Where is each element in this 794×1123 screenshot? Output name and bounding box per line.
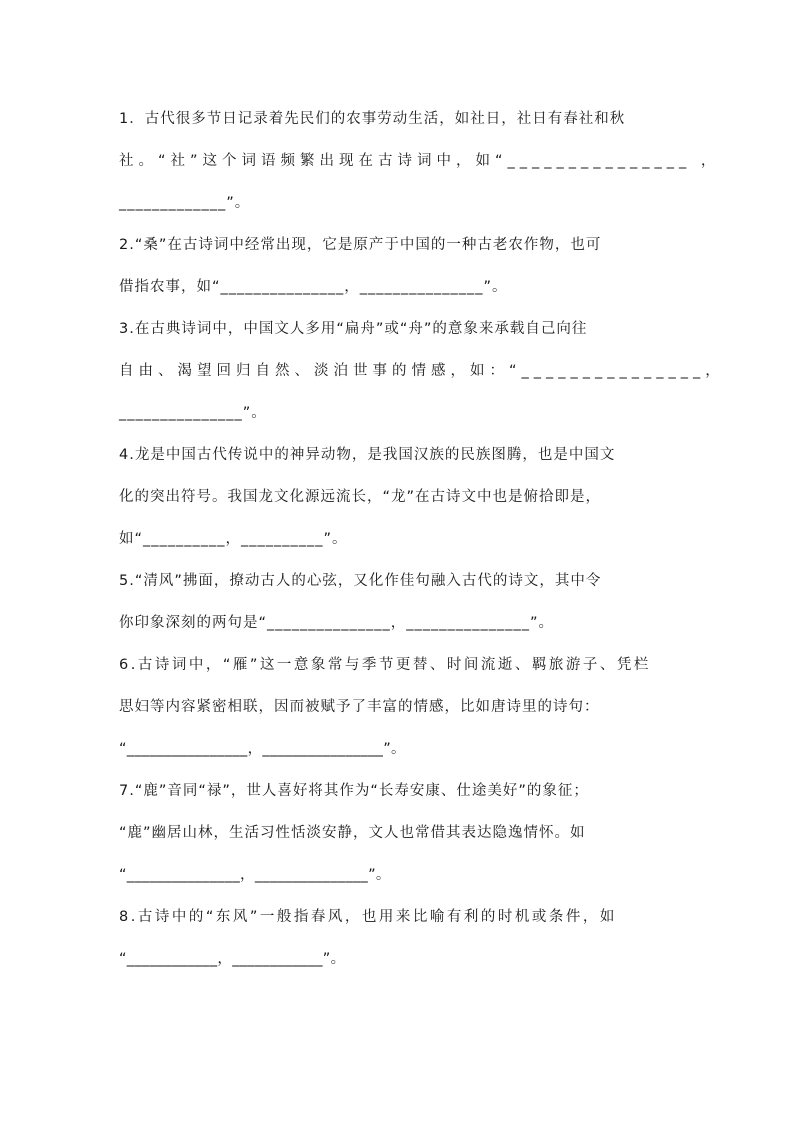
q8-line-1: 8.古诗中的“东风”一般指春风，也用来比喻有利的时机或条件，如 bbox=[119, 909, 617, 925]
q6-line-3: “________________，________________”。 bbox=[119, 741, 406, 757]
q3-line-1: 3.在古典诗词中，中国文人多用“扁舟”或“舟”的意象来承载自己向往 bbox=[119, 321, 588, 337]
q2-line-1: 2.“桑”在古诗词中经常出现，它是原产于中国的一种古老农作物，也可 bbox=[119, 237, 602, 253]
q5-line-2: 你印象深刻的两句是“_______________，_______________”。 bbox=[119, 615, 555, 631]
q8-line-2: “____________，____________”。 bbox=[119, 951, 346, 967]
q6-line-1: 6.古诗词中，“雁”这一意象常与季节更替、时间流逝、羁旅游子、凭栏 bbox=[119, 657, 651, 673]
q7-line-3: “_______________，_______________”。 bbox=[119, 867, 391, 883]
q6-line-2: 思妇等内容紧密相联，因而被赋予了丰富的情感，比如唐诗里的诗句： bbox=[119, 699, 600, 715]
q7-line-2: “鹿”幽居山林，生活习性恬淡安静，文人也常借其表达隐逸情怀。如 bbox=[119, 825, 586, 841]
q1-line-1: 1．古代很多节日记录着先民们的农事劳动生活，如社日，社日有春社和秋 bbox=[119, 111, 626, 127]
q4-line-2: 化的突出符号。我国龙文化源远流长，“龙”在古诗文中也是俯拾即是， bbox=[119, 489, 602, 505]
q4-line-3: 如“__________，__________”。 bbox=[119, 531, 348, 547]
q3-line-3: _______________”。 bbox=[119, 405, 267, 421]
q4-line-1: 4.龙是中国古代传说中的神异动物，是我国汉族的民族图腾，也是中国文 bbox=[119, 447, 616, 463]
q1-line-2: 社。“社”这个词语频繁出现在古诗词中，如“_______________ ， bbox=[119, 153, 721, 169]
q1-line-3: _____________”。 bbox=[119, 195, 251, 211]
q7-line-1: 7.“鹿”音同“禄”，世人喜好将其作为“长寿安康、仕途美好”的象征； bbox=[119, 783, 589, 799]
q5-line-1: 5.“清风”拂面，撩动古人的心弦，又化作佳句融入古代的诗文，其中令 bbox=[119, 573, 602, 589]
q3-line-2: 自由、渴望回归自然、淡泊世事的情感，如：“_______________， bbox=[119, 363, 725, 379]
q2-line-2: 借指农事，如“_______________，_______________”。 bbox=[119, 279, 508, 295]
